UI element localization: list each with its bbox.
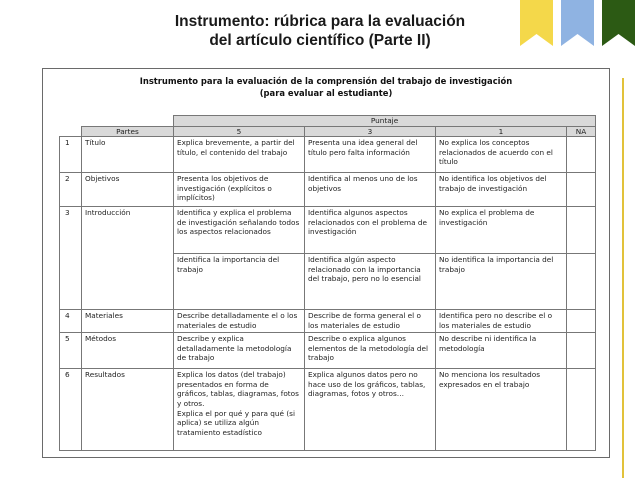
row-part: Métodos: [82, 333, 174, 369]
document-heading-line-1: Instrumento para la evaluación de la comprensión del trabajo de investigación: [139, 76, 513, 86]
yellow-ribbon-icon: [520, 0, 553, 46]
criterion-1: No explica el problema de investigación: [436, 207, 567, 254]
table-header-row-scores: [60, 126, 596, 137]
criterion-1: No identifica la importancia del trabajo: [436, 254, 567, 310]
header-score-1: 1: [436, 126, 567, 137]
table-row-metodos: [60, 333, 596, 369]
slide-title-line-2: del artículo científico (Parte II): [209, 32, 431, 49]
table-header-row-puntaje: [60, 116, 596, 127]
criterion-5: [174, 369, 305, 451]
criterion-1: No describe ni identifica la metodología: [436, 333, 567, 369]
criterion-1: No explica los conceptos relacionados de acuerdo con el título: [436, 137, 567, 173]
table-row-titulo: [60, 137, 596, 173]
criterion-5: Describe detalladamente el o los materiales de estudio: [174, 310, 305, 333]
table-corner-cell: [82, 116, 174, 127]
criterion-1: No menciona los resultados expresados en el trabajo: [436, 369, 567, 451]
table-row-introduccion: [60, 207, 596, 254]
criterion-na: [567, 207, 596, 254]
row-number: 4: [60, 310, 82, 333]
slide-title: [120, 12, 520, 50]
criterion-1: No identifica los objetivos del trabajo de investigación: [436, 173, 567, 207]
header-score-3: 3: [305, 126, 436, 137]
criterion-na: [567, 369, 596, 451]
green-ribbon-icon: [602, 0, 635, 46]
criterion-5: Describe y explica detalladamente la metodología de trabajo: [174, 333, 305, 369]
criterion-5-estadistico: Explica el por qué y para qué (si aplica) se utiliza algún tratamiento estadístico: [177, 408, 296, 437]
criterion-3: Describe de forma general el o los materiales de estudio: [305, 310, 436, 333]
criterion-1: Identifica pero no describe el o los materiales de estudio: [436, 310, 567, 333]
criterion-3: Presenta una idea general del título pero falta información: [305, 137, 436, 173]
row-number: 2: [60, 173, 82, 207]
criterion-3: Identifica algunos aspectos relacionados con el problema de investigación: [305, 207, 436, 254]
decorative-gold-line: [622, 78, 624, 478]
rubric-document: [42, 68, 610, 458]
criterion-5: Identifica y explica el problema de investigación señalando todos los aspectos relacionados: [174, 207, 305, 254]
document-heading: [43, 75, 609, 99]
criterion-na: [567, 173, 596, 207]
table-corner-cell: [60, 126, 82, 137]
row-number: 6: [60, 369, 82, 451]
blue-ribbon-icon: [561, 0, 594, 46]
slide-title-line-1: Instrumento: rúbrica para la evaluación: [174, 13, 466, 30]
row-part: Materiales: [82, 310, 174, 333]
header-partes: Partes: [82, 126, 174, 137]
table-row-objetivos: [60, 173, 596, 207]
criterion-3: Identifica algún aspecto relacionado con la importancia del trabajo, pero no lo esencial: [305, 254, 436, 310]
row-number: 3: [60, 207, 82, 310]
rubric-table: [59, 115, 596, 451]
row-part: Resultados: [82, 369, 174, 451]
criterion-na: [567, 254, 596, 310]
header-score-5: 5: [174, 126, 305, 137]
criterion-5: Identifica la importancia del trabajo: [174, 254, 305, 310]
table-corner-cell: [60, 116, 82, 127]
criterion-na: [567, 333, 596, 369]
criterion-3: Identifica al menos uno de los objetivos: [305, 173, 436, 207]
criterion-5: Presenta los objetivos de investigación (explícitos o implícitos): [174, 173, 305, 207]
criterion-na: [567, 137, 596, 173]
table-row-resultados: [60, 369, 596, 451]
criterion-5-datos: Explica los datos (del trabajo) presentados en forma de gráficos, tablas, diagramas, fotos y otros.: [177, 370, 299, 408]
row-part: Objetivos: [82, 173, 174, 207]
puntaje-header: Puntaje: [174, 116, 596, 127]
row-number: 5: [60, 333, 82, 369]
criterion-na: [567, 310, 596, 333]
criterion-3: Describe o explica algunos elementos de la metodología del trabajo: [305, 333, 436, 369]
decorative-ribbons: [518, 0, 638, 50]
row-number: 1: [60, 137, 82, 173]
header-na: NA: [567, 126, 596, 137]
row-part: Introducción: [82, 207, 174, 310]
row-part: Título: [82, 137, 174, 173]
criterion-3: Explica algunos datos pero no hace uso de los gráficos, tablas, diagramas, fotos y otros…: [305, 369, 436, 451]
criterion-5: Explica brevemente, a partir del título, el contenido del trabajo: [174, 137, 305, 173]
document-heading-line-2: (para evaluar al estudiante): [259, 88, 393, 98]
table-row-materiales: [60, 310, 596, 333]
